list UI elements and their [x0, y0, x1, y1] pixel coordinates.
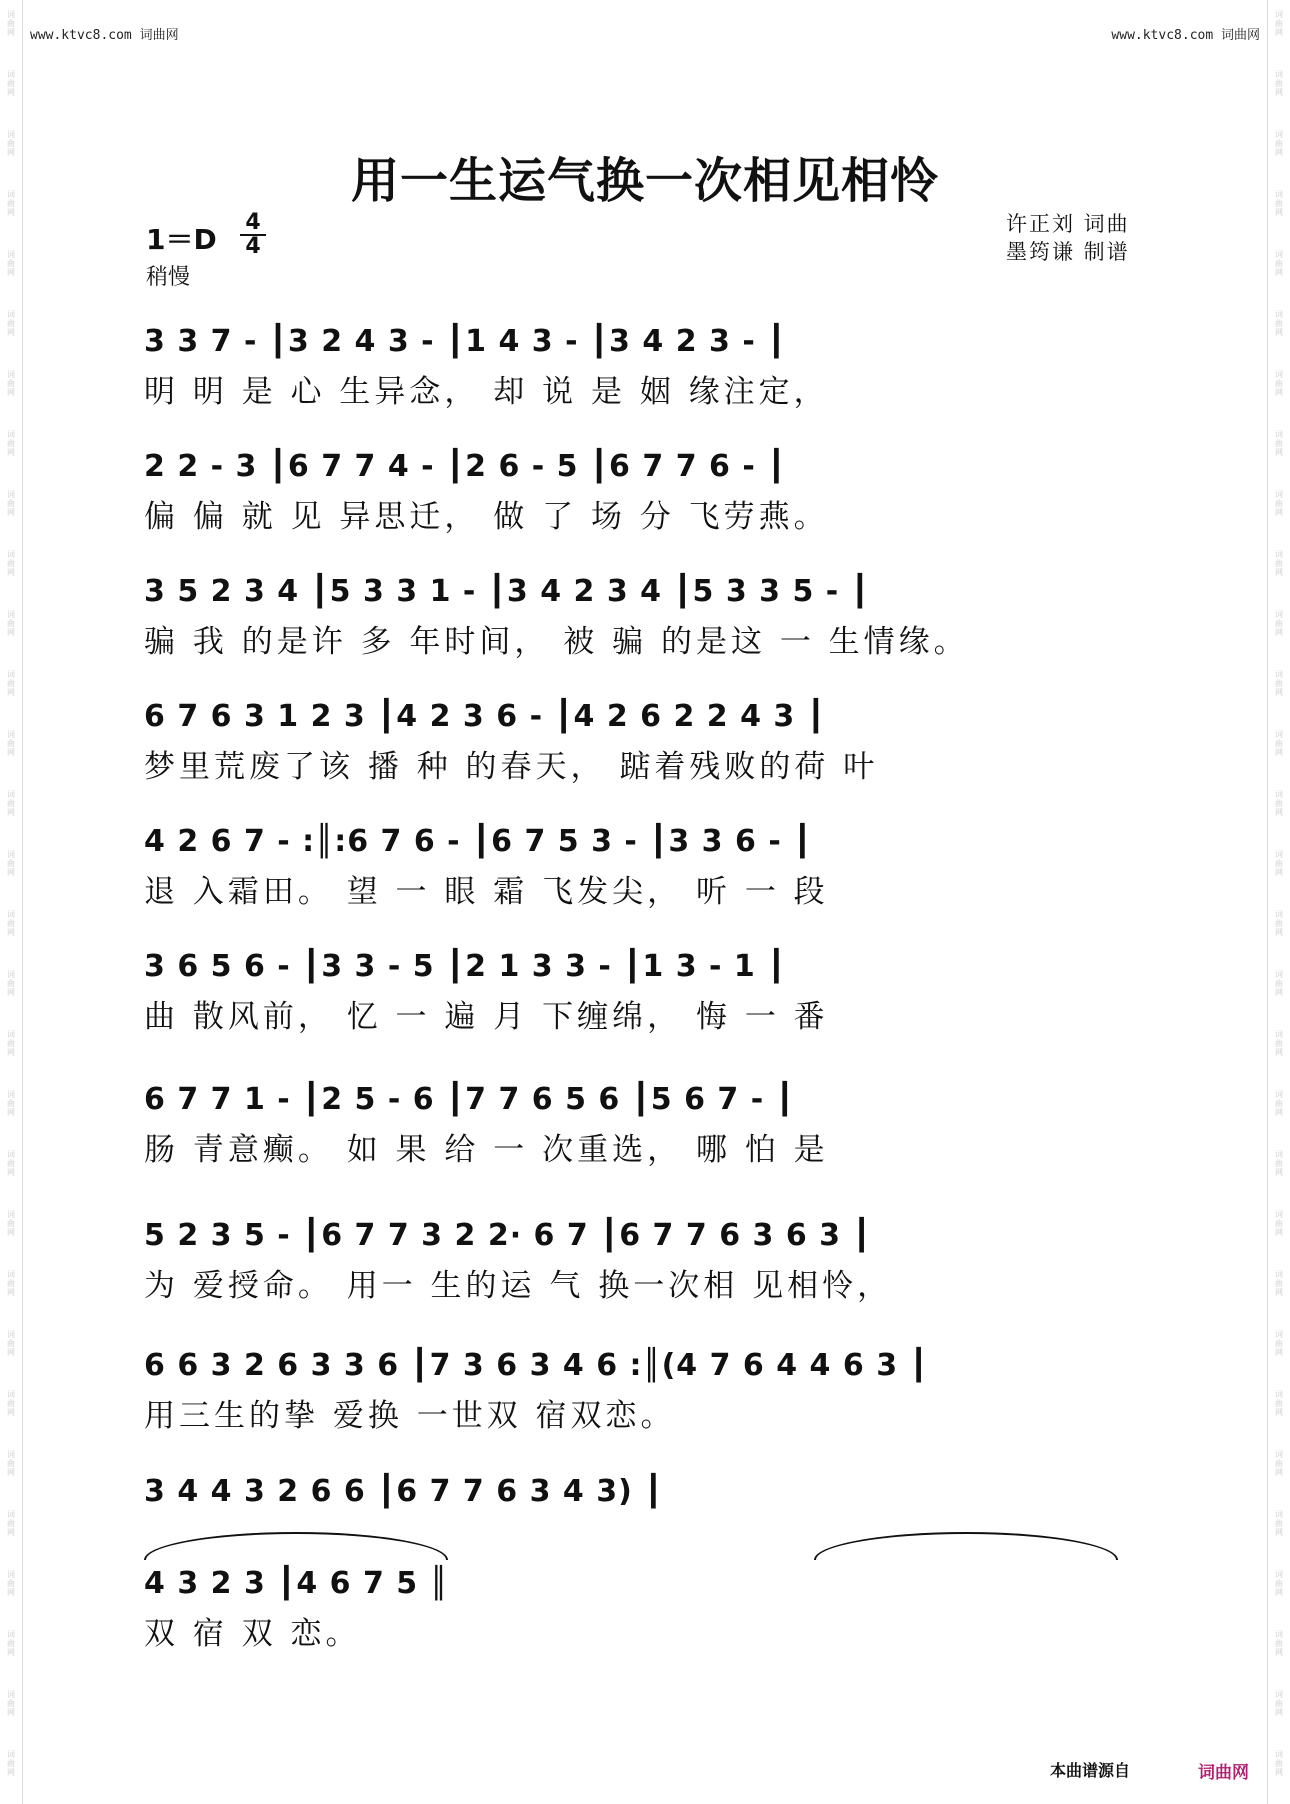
side-watermark-mark: 词 曲 网 — [7, 550, 15, 577]
notation-text: 4 2 6 7 - :║:6 7 6 - ┃6 7 5 3 - ┃3 3 6 - ┃ — [144, 824, 813, 859]
notation-text: 6 7 7 1 - ┃2 5 - 6 ┃7 7 6 5 6 ┃5 6 7 - ┃ — [144, 1082, 795, 1117]
credit-transcriber: 墨筠谦 制谱 — [1006, 240, 1130, 264]
side-watermark-mark: 词 曲 网 — [1275, 1750, 1283, 1777]
key-signature: 1＝D — [146, 223, 217, 256]
notation-line — [144, 1562, 1150, 1606]
side-watermark-mark: 词 曲 网 — [7, 1210, 15, 1237]
notation-line — [144, 820, 1150, 864]
side-watermark-mark: 词 曲 网 — [7, 970, 15, 997]
side-watermark-mark: 词 曲 网 — [1275, 730, 1283, 757]
lyrics-text: 骗 我 的是许 多 年时间， 被 骗 的是这 一 生情缘。 — [144, 624, 969, 660]
notation-text: 3 6 5 6 - ┃3 3 - 5 ┃2 1 3 3 - ┃1 3 - 1 ┃ — [144, 949, 787, 984]
lyrics-line — [144, 370, 1150, 414]
lyrics-text: 偏 偏 就 见 异思迁， 做 了 场 分 飞劳燕。 — [144, 499, 829, 535]
side-watermark-mark: 词 曲 网 — [7, 1270, 15, 1297]
notation-text: 6 7 6 3 1 2 3 ┃4 2 3 6 - ┃4 2 6 2 2 4 3 ┃ — [144, 699, 826, 734]
side-watermark-mark: 词 曲 网 — [7, 1750, 15, 1777]
side-watermark-mark: 词 曲 网 — [1275, 1090, 1283, 1117]
score-row-11 — [144, 1562, 1150, 1656]
lyrics-text: 为 爱授命。 用一 生的运 气 换一次相 见相怜， — [144, 1268, 893, 1304]
notation-line — [144, 1214, 1150, 1258]
lyrics-text: 明 明 是 心 生异念， 却 说 是 姻 缘注定， — [144, 374, 829, 410]
score-row-1 — [144, 320, 1150, 414]
score-row-9 — [144, 1344, 1150, 1438]
notation-text: 3 3 7 - ┃3 2 4 3 - ┃1 4 3 - ┃3 4 2 3 - ┃ — [144, 324, 787, 359]
side-watermark-mark: 词 曲 网 — [7, 130, 15, 157]
side-watermark-mark: 词 曲 网 — [1275, 1210, 1283, 1237]
lyrics-line — [144, 1612, 1150, 1656]
song-title: 用一生运气换一次相见相怜 — [350, 153, 939, 209]
score-row-6 — [144, 945, 1150, 1039]
lyrics-line — [144, 1128, 1150, 1172]
tempo-marking: 稍慢 — [146, 265, 191, 290]
notation-line — [144, 570, 1150, 614]
side-watermark-mark: 词 曲 网 — [7, 370, 15, 397]
side-watermark-mark: 词 曲 网 — [7, 790, 15, 817]
side-watermark-mark: 词 曲 网 — [7, 1390, 15, 1417]
score-row-8 — [144, 1214, 1150, 1308]
side-watermark-mark: 词 曲 网 — [1275, 970, 1283, 997]
notation-line — [144, 945, 1150, 989]
notation-text: 2 2 - 3 ┃6 7 7 4 - ┃2 6 - 5 ┃6 7 7 6 - ┃ — [144, 449, 787, 484]
side-watermark-mark: 词 曲 网 — [7, 1330, 15, 1357]
side-watermark-mark: 词 曲 网 — [7, 310, 15, 337]
side-watermark-mark: 词 曲 网 — [1275, 310, 1283, 337]
time-signature-bottom: 4 — [245, 234, 261, 259]
side-watermark-mark: 词 曲 网 — [1275, 1630, 1283, 1657]
side-watermark-mark: 词 曲 网 — [1275, 1330, 1283, 1357]
footer-source-text: 本曲谱源自 — [1050, 1761, 1131, 1780]
side-watermark-mark: 词 曲 网 — [7, 1030, 15, 1057]
lyrics-line — [144, 495, 1150, 539]
side-watermark-mark: 词 曲 网 — [7, 1510, 15, 1537]
left-watermark-strip — [0, 0, 23, 1804]
side-watermark-mark: 词 曲 网 — [1275, 550, 1283, 577]
side-watermark-mark: 词 曲 网 — [1275, 1690, 1283, 1717]
notation-text: 3 4 4 3 2 6 6 ┃6 7 7 6 3 4 3) ┃ — [144, 1474, 664, 1509]
side-watermark-mark: 词 曲 网 — [7, 250, 15, 277]
side-watermark-mark: 词 曲 网 — [7, 1630, 15, 1657]
score-row-3 — [144, 570, 1150, 664]
side-watermark-mark: 词 曲 网 — [1275, 10, 1283, 37]
lyrics-line — [144, 620, 1150, 664]
notation-text: 5 2 3 5 - ┃6 7 7 3 2 2· 6 7 ┃6 7 7 6 3 6 3 ┃ — [144, 1218, 872, 1253]
side-watermark-mark: 词 曲 网 — [1275, 1150, 1283, 1177]
score-row-5 — [144, 820, 1150, 914]
side-watermark-mark: 词 曲 网 — [7, 1150, 15, 1177]
side-watermark-mark: 词 曲 网 — [7, 610, 15, 637]
notation-line — [144, 445, 1150, 489]
side-watermark-mark: 词 曲 网 — [1275, 130, 1283, 157]
site-watermark-left: www.ktvc8.com 词曲网 — [30, 28, 179, 43]
side-watermark-mark: 词 曲 网 — [1275, 490, 1283, 517]
lyrics-text: 退 入霜田。 望 一 眼 霜 飞发尖， 听 一 段 — [144, 874, 829, 910]
slur-mark — [814, 1532, 1118, 1560]
side-watermark-mark: 词 曲 网 — [7, 490, 15, 517]
lyrics-text: 肠 青意癫。 如 果 给 一 次重选， 哪 怕 是 — [144, 1132, 829, 1168]
lyrics-line — [144, 995, 1150, 1039]
side-watermark-mark: 词 曲 网 — [1275, 790, 1283, 817]
score-row-2 — [144, 445, 1150, 539]
side-watermark-mark: 词 曲 网 — [7, 1090, 15, 1117]
slur-mark — [144, 1532, 448, 1560]
side-watermark-mark: 词 曲 网 — [1275, 850, 1283, 877]
lyrics-line — [144, 1264, 1150, 1308]
side-watermark-mark: 词 曲 网 — [7, 1450, 15, 1477]
side-watermark-mark: 词 曲 网 — [7, 10, 15, 37]
side-watermark-mark: 词 曲 网 — [7, 1570, 15, 1597]
lyrics-text: 曲 散风前， 忆 一 遍 月 下缠绵， 悔 一 番 — [144, 999, 829, 1035]
notation-line — [144, 695, 1150, 739]
notation-text: 4 3 2 3 ┃4 6 7 5 ║ — [144, 1566, 449, 1601]
side-watermark-mark: 词 曲 网 — [1275, 1030, 1283, 1057]
notation-line — [144, 320, 1150, 364]
side-watermark-mark: 词 曲 网 — [1275, 910, 1283, 937]
side-watermark-mark: 词 曲 网 — [1275, 250, 1283, 277]
side-watermark-mark: 词 曲 网 — [1275, 430, 1283, 457]
time-signature — [240, 212, 266, 258]
side-watermark-mark: 词 曲 网 — [7, 190, 15, 217]
side-watermark-mark: 词 曲 网 — [1275, 190, 1283, 217]
score-row-4 — [144, 695, 1150, 789]
lyrics-text: 梦里荒废了该 播 种 的春天， 踮着残败的荷 叶 — [144, 749, 879, 785]
notation-line — [144, 1344, 1150, 1388]
lyrics-line — [144, 870, 1150, 914]
notation-line — [144, 1078, 1150, 1122]
side-watermark-mark: 词 曲 网 — [1275, 670, 1283, 697]
lyrics-text: 双 宿 双 恋。 — [144, 1616, 361, 1652]
time-signature-top: 4 — [240, 212, 266, 236]
side-watermark-mark: 词 曲 网 — [1275, 1270, 1283, 1297]
footer-brand-link[interactable]: 词曲网 — [1198, 1763, 1249, 1783]
side-watermark-mark: 词 曲 网 — [7, 670, 15, 697]
side-watermark-mark: 词 曲 网 — [1275, 370, 1283, 397]
side-watermark-mark: 词 曲 网 — [7, 850, 15, 877]
side-watermark-mark: 词 曲 网 — [7, 1690, 15, 1717]
side-watermark-mark: 词 曲 网 — [7, 430, 15, 457]
site-watermark-right: www.ktvc8.com 词曲网 — [1111, 28, 1260, 43]
credit-lyrics-music: 许正刘 词曲 — [1006, 212, 1130, 236]
lyrics-line — [144, 745, 1150, 789]
score-row-7 — [144, 1078, 1150, 1172]
side-watermark-mark: 词 曲 网 — [1275, 1510, 1283, 1537]
lyrics-line — [144, 1394, 1150, 1438]
side-watermark-mark: 词 曲 网 — [1275, 1390, 1283, 1417]
side-watermark-mark: 词 曲 网 — [7, 910, 15, 937]
side-watermark-mark: 词 曲 网 — [1275, 610, 1283, 637]
notation-text: 6 6 3 2 6 3 3 6 ┃7 3 6 3 4 6 :║(4 7 6 4 4 6 3 ┃ — [144, 1348, 929, 1383]
side-watermark-mark: 词 曲 网 — [1275, 70, 1283, 97]
side-watermark-mark: 词 曲 网 — [7, 70, 15, 97]
right-watermark-strip — [1267, 0, 1290, 1804]
notation-text: 3 5 2 3 4 ┃5 3 3 1 - ┃3 4 2 3 4 ┃5 3 3 5 - ┃ — [144, 574, 870, 609]
score-row-10 — [144, 1470, 1150, 1514]
side-watermark-mark: 词 曲 网 — [7, 730, 15, 757]
side-watermark-mark: 词 曲 网 — [1275, 1450, 1283, 1477]
notation-line — [144, 1470, 1150, 1514]
side-watermark-mark: 词 曲 网 — [1275, 1570, 1283, 1597]
lyrics-text: 用三生的挚 爱换 一世双 宿双恋。 — [144, 1398, 676, 1434]
